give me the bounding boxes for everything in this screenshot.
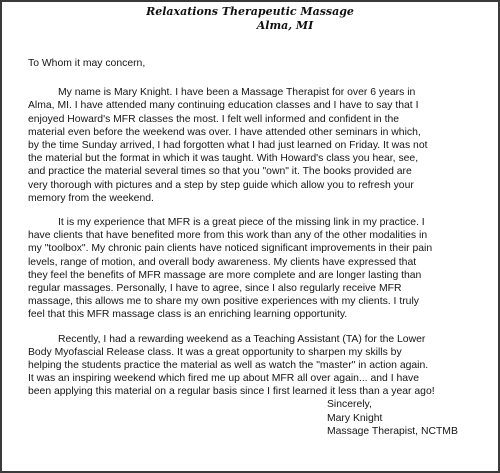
paragraph-line: My name is Mary Knight. I have been a Massage Therapist for over 6 years in	[58, 87, 416, 99]
paragraph-line: very thorough with pictures and a step by step guide which allow you to refresh your	[28, 179, 414, 191]
paragraph-line: massage, this allows me to share my own positive experiences with my clients. I truly	[28, 296, 419, 308]
paragraph-1	[28, 86, 468, 205]
paragraph-line: memory from the weekend.	[28, 192, 154, 204]
paragraph-line: helping the students practice the material as well as watch the "master" in action again.	[28, 360, 429, 372]
salutation: To Whom it may concern,	[28, 58, 146, 69]
letterhead	[2, 5, 498, 33]
business-location: Alma, MI	[256, 19, 314, 32]
paragraph-line: by the time Sunday arrived, I had forgotten what I had just learned on Friday. It was not	[28, 140, 428, 152]
paragraph-line: Alma, MI. I have attended many continuing education classes and I have to say that I	[28, 100, 419, 112]
paragraph-line: the material but the format in which it was taught. With Howard's class you hear, see,	[28, 153, 419, 165]
paragraph-line: It is my experience that MFR is a great piece of the missing link in my practice. I	[58, 217, 425, 229]
paragraph-line: feel that this MFR massage class is an enriching learning opportunity.	[28, 309, 348, 321]
paragraph-line: Recently, I had a rewarding weekend as a Teaching Assistant (TA) for the Lower	[58, 333, 426, 345]
paragraph-line: have clients that have benefited more from this work than any of the other modalities in	[28, 230, 428, 242]
business-name: Relaxations Therapeutic Massage	[146, 5, 354, 18]
paragraph-line: and practice the material several times so that you "own" it. The books provided are	[28, 166, 412, 178]
letter-body	[28, 57, 468, 410]
paragraph-line: they feel the benefits of MFR massage are more complete and are longer lasting than	[28, 269, 422, 281]
signature-block	[327, 398, 458, 439]
paragraph-line: enjoyed Howard's MFR classes the most. I felt well informed and confident in the	[28, 113, 400, 125]
paragraph-3	[28, 333, 468, 399]
paragraph-line: levels, range of motion, and overall body awareness. My clients have expressed that	[28, 256, 417, 268]
paragraph-line: material even before the weekend was over. I have attended other seminars in which,	[28, 126, 421, 138]
signer-name: Mary Knight	[327, 412, 383, 424]
paragraph-2	[28, 216, 468, 322]
signer-title: Massage Therapist, NCTMB	[327, 426, 458, 437]
paragraph-line: regular massages. Personally, I have to agree, since I also regularly receive MFR	[28, 283, 402, 295]
valediction: Sincerely,	[327, 399, 372, 410]
paragraph-line: been applying this material on a regular basis since I first learned it less than a year ago!	[28, 386, 435, 398]
paragraph-line: Body Myofascial Release class. It was a great opportunity to sharpen my skills by	[28, 346, 402, 358]
paragraph-line: It was an inspiring weekend which fired me up about MFR all over again... and I have	[28, 373, 420, 385]
paragraph-line: my "toolbox". My chronic pain clients have noticed significant improvements in their pain	[28, 243, 433, 255]
